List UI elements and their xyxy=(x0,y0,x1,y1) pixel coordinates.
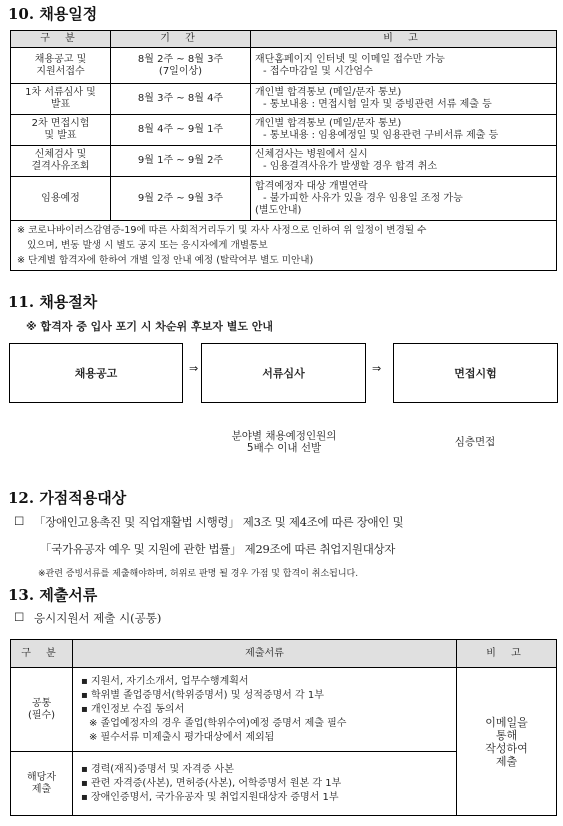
note-line: 신체검사는 병원에서 실시 xyxy=(255,149,368,160)
period-cell xyxy=(111,84,251,115)
remark-line: 작성하여 xyxy=(485,741,528,755)
stage-line: 지원서접수 xyxy=(36,65,85,77)
table-row xyxy=(11,146,557,177)
header-category: 구 분 xyxy=(11,31,111,48)
note-line: 합격예정자 대상 개별연락 xyxy=(255,180,368,192)
table-row xyxy=(11,115,557,146)
documents-table xyxy=(10,639,557,816)
period-cell xyxy=(111,48,251,84)
section-12-title: 12. 가점적용대상 xyxy=(8,489,127,507)
section-10-title: 10. 채용일정 xyxy=(8,5,98,23)
arrow-icon: ⇒ xyxy=(372,362,382,375)
note-cell xyxy=(251,177,557,221)
stage-line: 임용예정 xyxy=(41,192,80,204)
review-note-line: 분야별 채용예정인원의 xyxy=(231,430,337,442)
checkbox-icon: ☐ xyxy=(14,514,25,528)
list-item: ▪ 개인정보 수집 동의서 xyxy=(81,703,185,715)
note-line: (별도안내) xyxy=(255,204,302,216)
table-row xyxy=(11,668,557,752)
documents-header-row xyxy=(11,640,557,668)
note-cell xyxy=(251,146,557,177)
stage-cell xyxy=(11,177,111,221)
review-note-line: 5배수 이내 선발 xyxy=(246,442,322,454)
step-interview: 면접시험 xyxy=(393,343,558,403)
header-period: 기 간 xyxy=(111,31,251,48)
table-row xyxy=(11,177,557,221)
note-cell xyxy=(251,115,557,146)
stage-cell xyxy=(11,84,111,115)
checkbox-icon: ☐ xyxy=(14,610,25,624)
table-row xyxy=(11,48,557,84)
note-cell xyxy=(251,48,557,84)
category-line: (필수) xyxy=(27,709,56,721)
footnote-line: 있으며, 변동 발생 시 별도 공지 또는 응시자에게 개별통보 xyxy=(27,240,268,251)
category-cell xyxy=(11,752,73,816)
note-line: - 통보내용 : 임용예정일 및 임용관련 구비서류 제출 등 xyxy=(263,130,499,141)
note-line: - 통보내용 : 면접시험 일자 및 증빙관련 서류 제출 등 xyxy=(263,99,492,110)
period-cell xyxy=(111,177,251,221)
period-cell xyxy=(111,115,251,146)
remark-line: 이메일을 xyxy=(485,715,528,729)
stage-line: 신체검사 및 xyxy=(34,149,87,160)
step-document-review: 서류심사 xyxy=(201,343,366,403)
stage-line: 채용공고 및 xyxy=(34,53,87,65)
list-item: ※ 필수서류 미제출시 평가대상에서 제외됨 xyxy=(89,731,275,743)
list-item: ▪ 장애인증명서, 국가유공자 및 취업지원대상자 증명서 1부 xyxy=(81,791,339,803)
category-line: 제출 xyxy=(31,783,52,795)
list-item: ▪ 관련 자격증(사본), 면허증(사본), 어학증명서 원본 각 1부 xyxy=(81,777,342,789)
footnote-line: ※ 단계별 합격자에 한하여 개별 일정 안내 예정 (탈락여부 별도 미안내) xyxy=(17,255,314,266)
section-13-title: 13. 제출서류 xyxy=(8,586,98,604)
stage-cell xyxy=(11,146,111,177)
note-cell xyxy=(251,84,557,115)
header-remarks: 비 고 xyxy=(251,31,557,48)
category-cell xyxy=(11,668,73,752)
note-line: - 접수마감일 및 시간엄수 xyxy=(263,65,373,77)
period-line: 8월 3주 ~ 8월 4주 xyxy=(137,93,224,104)
period-cell xyxy=(111,146,251,177)
category-line: 해당자 xyxy=(27,771,56,783)
stage-line: 결격사유조회 xyxy=(31,161,90,172)
header-documents: 제출서류 xyxy=(73,640,457,668)
stage-line: 및 발표 xyxy=(44,130,77,141)
review-note xyxy=(199,430,369,454)
footnote-line: ※ 코로나바이러스감염증-19에 따른 사회적거리두기 및 자사 사정으로 인하여 위 일정이 변경될 수 xyxy=(17,225,427,236)
stage-line: 1차 서류심사 및 xyxy=(25,87,96,98)
footnote-cell xyxy=(11,221,557,271)
period-line: 9월 2주 ~ 9월 3주 xyxy=(137,192,224,204)
stage-line: 2차 면접시험 xyxy=(31,118,90,129)
arrow-icon: ⇒ xyxy=(189,362,199,375)
note-line: 재단홈페이지 인터넷 및 이메일 접수만 가능 xyxy=(255,53,445,65)
stage-cell xyxy=(11,115,111,146)
list-item: ▪ 지원서, 자기소개서, 업무수행계획서 xyxy=(81,675,249,687)
eligibility-note: ※관련 증빙서류를 제출해야하며, 허위로 판명 될 경우 가점 및 합격이 취소됩니다. xyxy=(38,569,359,579)
period-line: (7일이상) xyxy=(158,65,203,77)
note-line: 개인별 합격통보 (메일/문자 통보) xyxy=(255,87,402,98)
note-line: - 임용결격사유가 발생할 경우 합격 취소 xyxy=(263,161,438,172)
stage-line: 발표 xyxy=(50,99,71,110)
note-line: 개인별 합격통보 (메일/문자 통보) xyxy=(255,118,402,129)
header-category: 구 분 xyxy=(11,640,73,668)
document-list xyxy=(73,752,457,816)
list-item: ※ 졸업예정자의 경우 졸업(학위수여)예정 증명서 제출 필수 xyxy=(89,717,347,729)
header-remarks: 비 고 xyxy=(457,640,557,668)
period-line: 8월 4주 ~ 9월 1주 xyxy=(137,124,224,135)
document-list xyxy=(73,668,457,752)
interview-note: 심층면접 xyxy=(454,436,496,448)
notice-text: ※ 합격자 중 입사 포기 시 차순위 후보자 별도 안내 xyxy=(26,320,274,333)
note-line: - 불가피한 사유가 있을 경우 임용일 조정 가능 xyxy=(263,192,463,204)
category-line: 공통 xyxy=(31,697,52,709)
documents-subtitle: 응시지원서 제출 시(공통) xyxy=(34,611,162,625)
period-line: 9월 1주 ~ 9월 2주 xyxy=(137,155,224,166)
table-row xyxy=(11,84,557,115)
section-11-title: 11. 채용절차 xyxy=(8,293,98,311)
list-item: ▪ 경력(재직)증명서 및 자격증 사본 xyxy=(81,763,234,775)
period-line: 8월 2주 ~ 8월 3주 xyxy=(137,53,224,65)
remark-cell xyxy=(457,668,557,816)
schedule-table xyxy=(10,30,557,271)
step-announcement: 채용공고 xyxy=(9,343,183,403)
footnote-row xyxy=(11,221,557,271)
eligibility-line-2: 「국가유공자 예우 및 지원에 관한 법률」 제29조에 따른 취업지원대상자 xyxy=(40,542,396,556)
eligibility-line-1: 「장애인고용촉진 및 직업재활법 시행령」 제3조 및 제4조에 따른 장애인 및 xyxy=(34,515,404,529)
schedule-header-row xyxy=(11,31,557,48)
remark-line: 제출 xyxy=(495,754,518,768)
list-item: ▪ 학위별 졸업증명서(학위증명서) 및 성적증명서 각 1부 xyxy=(81,689,324,701)
stage-cell xyxy=(11,48,111,84)
remark-line: 통해 xyxy=(495,728,518,742)
